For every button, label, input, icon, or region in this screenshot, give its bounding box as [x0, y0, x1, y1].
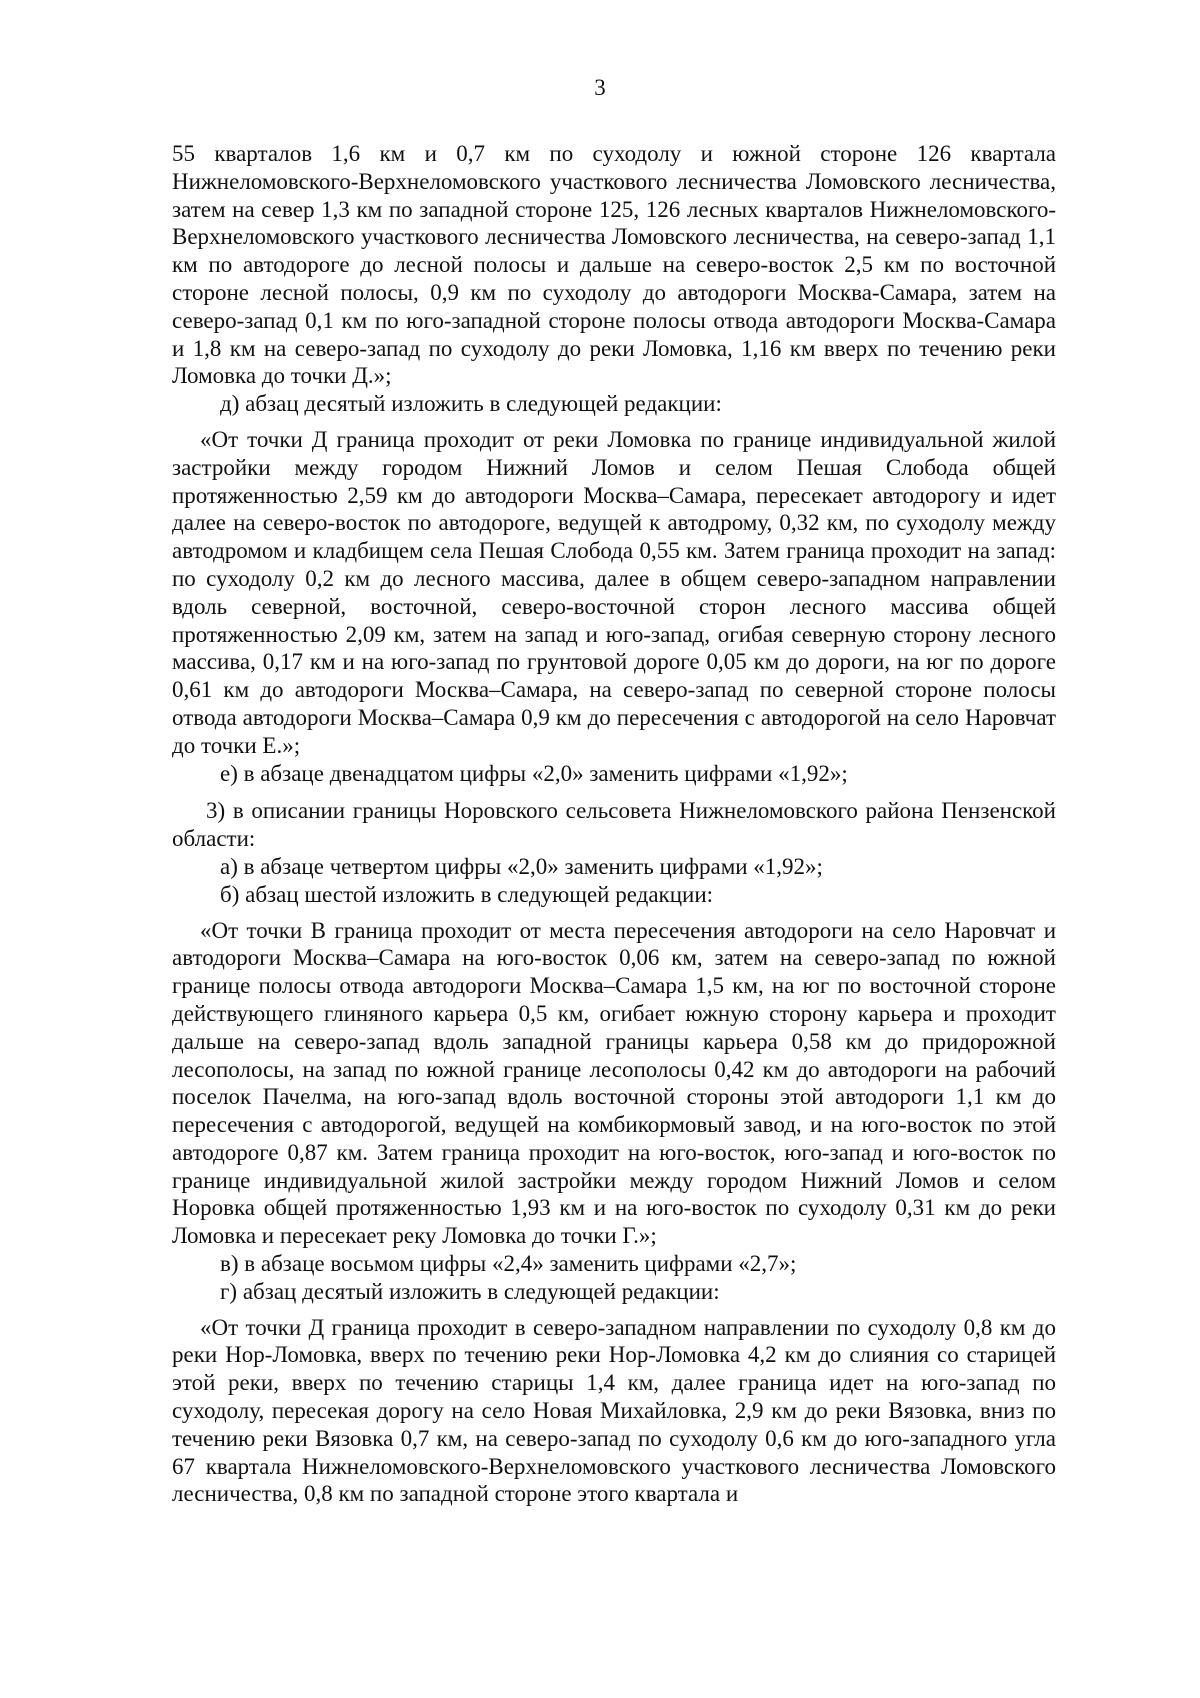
- paragraph-item-g: г) абзац десятый изложить в следующей редакции:: [220, 1278, 720, 1304]
- paragraph-item-d: д) абзац десятый изложить в следующей редакции:: [220, 391, 722, 417]
- paragraph-item-e: е) в абзаце двенадцатом цифры «2,0» заменить цифрами «1,92»;: [220, 760, 848, 786]
- paragraph-quote-point-d-second: «От точки Д граница проходит в северо-западном направлении по суходолу 0,8 км до реки Нор-Ломовка, вверх по течению реки Нор-Ломовка 4,2 км до слияния со старицей этой реки, вверх по течению старицы 1,4 км, далее граница идет на юго-запад по суходолу, пересекая дорогу на село Новая Михайловка, 2,9 км до реки Вязовка, вниз по течению реки Вязовка 0,7 км, на северо-запад по суходолу 0,6 км до юго-западного угла 67 квартала Нижнеломовского-Верхнеломовского участкового лесничества Ломовского лесничества, 0,8 км по западной стороне этого квартала и: [172, 1314, 1056, 1507]
- paragraph-item-b: б) абзац шестой изложить в следующей редакции:: [220, 881, 714, 907]
- paragraph-quote-point-v: «От точки В граница проходит от места пересечения автодороги на село Наровчат и автодороги Москва–Самара на юго-восток 0,06 км, затем на северо-запад по южной границе полосы отвода автодороги Москва–Самара 1,5 км, на юг по восточной стороне действующего глиняного карьера 0,5 км, огибает южную сторону карьера и проходит дальше на северо-запад вдоль западной границы карьера 0,58 км до придорожной лесополосы, на запад по южной границе лесополосы 0,42 км до автодороги на рабочий поселок Пачелма, на юго-запад вдоль восточной стороны этой автодороги 1,1 км до пересечения с автодорогой, ведущей на комбикормовый завод, и на юго-восток по этой автодороге 0,87 км. Затем граница проходит на юго-восток, юго-запад и юго-восток по границе индивидуальной жилой застройки между городом Нижний Ломов и селом Норовка общей протяженностью 1,93 км и на юго-восток по суходолу 0,31 км до реки Ломовка и пересекает реку Ломовка до точки Г.»;: [172, 917, 1056, 1249]
- paragraph-item-3: 3) в описании границы Норовского сельсовета Нижнеломовского района Пензенской области:: [172, 798, 1056, 852]
- page-number: 3: [594, 75, 606, 100]
- paragraph-continuation: 55 кварталов 1,6 км и 0,7 км по суходолу и южной стороне 126 квартала Нижнеломовского-Верхнеломовского участкового лесничества Ломовского лесничества, затем на север 1,3 км по западной стороне 125, 126 лесных кварталов Нижнеломовского-Верхнеломовского участкового лесничества Ломовского лесничества, на северо-запад 1,1 км по автодороге до лесной полосы и дальше на северо-восток 2,5 км по восточной стороне лесной полосы, 0,9 км по суходолу до автодороги Москва-Самара, затем на северо-запад 0,1 км по юго-западной стороне полосы отвода автодороги Москва-Самара и 1,8 км на северо-запад по суходолу до реки Ломовка, 1,16 км вверх по течению реки Ломовка до точки Д.»;: [172, 141, 1056, 389]
- paragraph-item-a: а) в абзаце четвертом цифры «2,0» заменить цифрами «1,92»;: [220, 853, 823, 879]
- paragraph-item-v: в) в абзаце восьмом цифры «2,4» заменить цифрами «2,7»;: [220, 1251, 797, 1277]
- document-body: [172, 140, 1056, 1508]
- paragraph-quote-point-d: «От точки Д граница проходит от реки Ломовка по границе индивидуальной жилой застройки между городом Нижний Ломов и селом Пешая Слобода общей протяженностью 2,59 км до автодороги Москва–Самара, пересекает автодорогу и идет далее на северо-восток по автодороге, ведущей к автодрому, 0,32 км, по суходолу между автодромом и кладбищем села Пешая Слобода 0,55 км. Затем граница проходит на запад: по суходолу 0,2 км до лесного массива, далее в общем северо-западном направлении вдоль северной, восточной, северо-восточной сторон лесного массива общей протяженностью 2,09 км, затем на запад и юго-запад, огибая северную сторону лесного массива, 0,17 км и на юго-запад по грунтовой дороге 0,05 км до дороги, на юг по дороге 0,61 км до автодороги Москва–Самара, на северо-запад по северной стороне полосы отвода автодороги Москва–Самара 0,9 км до пересечения с автодорогой на село Наровчат до точки Е.»;: [172, 426, 1056, 758]
